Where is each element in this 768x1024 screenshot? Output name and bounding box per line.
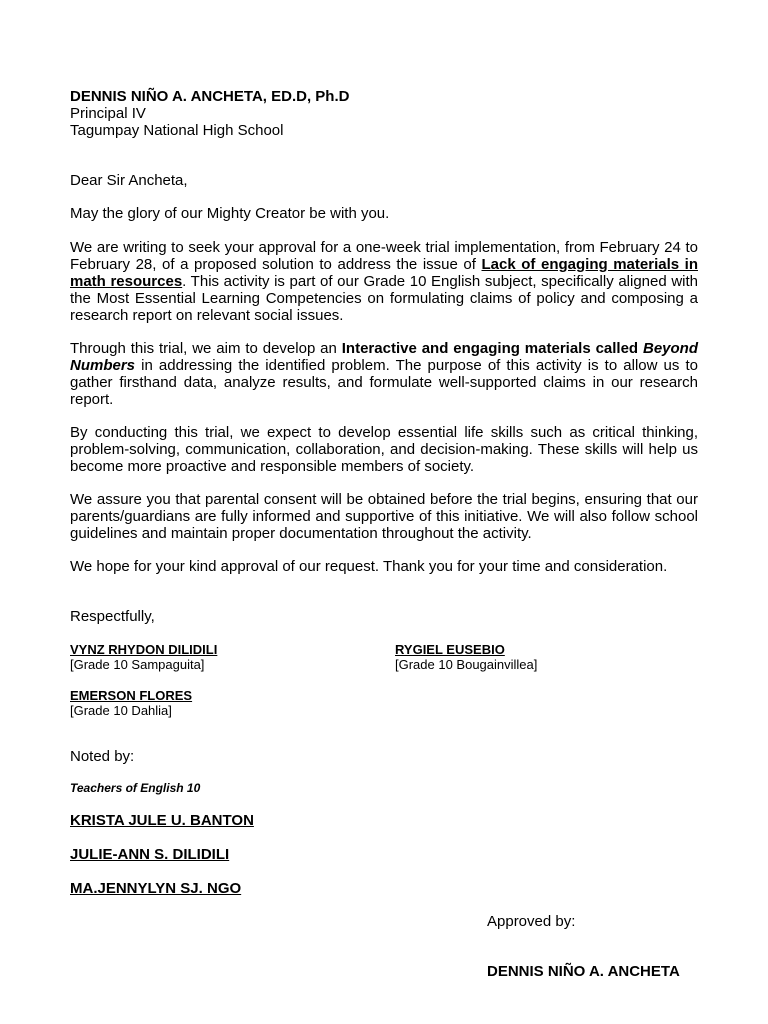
- project-name: Beyond Numbers: [70, 340, 698, 374]
- recipient-name: DENNIS NIÑO A. ANCHETA, ED.D, Ph.D: [70, 88, 350, 105]
- issue-emphasis: Lack of engaging materials in math resources: [70, 256, 698, 290]
- approver-name: DENNIS NIÑO A. ANCHETA: [487, 963, 680, 980]
- noted-by-label: Noted by:: [70, 748, 135, 765]
- signatory-section: [Grade 10 Bougainvillea]: [395, 657, 538, 672]
- signatory-2: [395, 642, 537, 672]
- signatory-section: [Grade 10 Sampaguita]: [70, 657, 205, 672]
- signatory-1: [70, 642, 217, 672]
- teacher-name: MA.JENNYLYN SJ. NGO: [70, 880, 242, 897]
- paragraph-request-intro: We are writing to seek your approval for a one-week trial implementation, from February 24 to February 28, of a proposed solution to address the issue of: [70, 239, 698, 273]
- signatory-section: [Grade 10 Dahlia]: [70, 703, 172, 718]
- paragraph-aim-intro: Through this trial, we aim to develop an: [70, 340, 342, 357]
- approved-by-label: Approved by:: [487, 913, 576, 930]
- paragraph-skills: By conducting this trial, we expect to develop essential life skills such as critical thinking, problem-solving, communication, collaboration, and decision-making. These skills will help us become more proactive and responsible members of society.: [70, 424, 698, 475]
- signatory-name: RYGIEL EUSEBIO: [395, 642, 505, 657]
- recipient-school: Tagumpay National High School: [70, 122, 284, 139]
- recipient-position: Principal IV: [70, 105, 146, 122]
- salutation: Dear Sir Ancheta,: [70, 172, 188, 189]
- teacher-name: JULIE-ANN S. DILIDILI: [70, 846, 230, 863]
- paragraph-request: [70, 239, 698, 324]
- paragraph-closing: We hope for your kind approval of our request. Thank you for your time and consideration.: [70, 558, 668, 575]
- signatory-name: EMERSON FLORES: [70, 688, 193, 703]
- signatory-3: [70, 688, 192, 718]
- paragraph-consent: We assure you that parental consent will be obtained before the trial begins, ensuring that our parents/guardians are fully informed and supportive of this initiative. We will also follow school guidelines and maintain proper documentation throughout the activity.: [70, 491, 698, 542]
- paragraph-aim: [70, 340, 698, 408]
- paragraph-request-rest: . This activity is part of our Grade 10 English subject, specifically aligned with the Most Essential Learning Competencies on formulating claims of policy and composing a research report on relevant social issues.: [70, 273, 698, 324]
- recipient-block: [70, 88, 349, 139]
- materials-emphasis: Interactive and engaging materials called: [341, 340, 643, 357]
- greeting: May the glory of our Mighty Creator be with you.: [70, 205, 390, 222]
- closing: Respectfully,: [70, 608, 155, 625]
- signatory-name: VYNZ RHYDON DILIDILI: [70, 642, 218, 657]
- teachers-group-label: Teachers of English 10: [70, 781, 201, 795]
- teacher-name: KRISTA JULE U. BANTON: [70, 812, 254, 829]
- paragraph-aim-rest: in addressing the identified problem. The purpose of this activity is to allow us to gather firsthand data, analyze results, and formulate well-supported claims in our research report.: [70, 357, 698, 408]
